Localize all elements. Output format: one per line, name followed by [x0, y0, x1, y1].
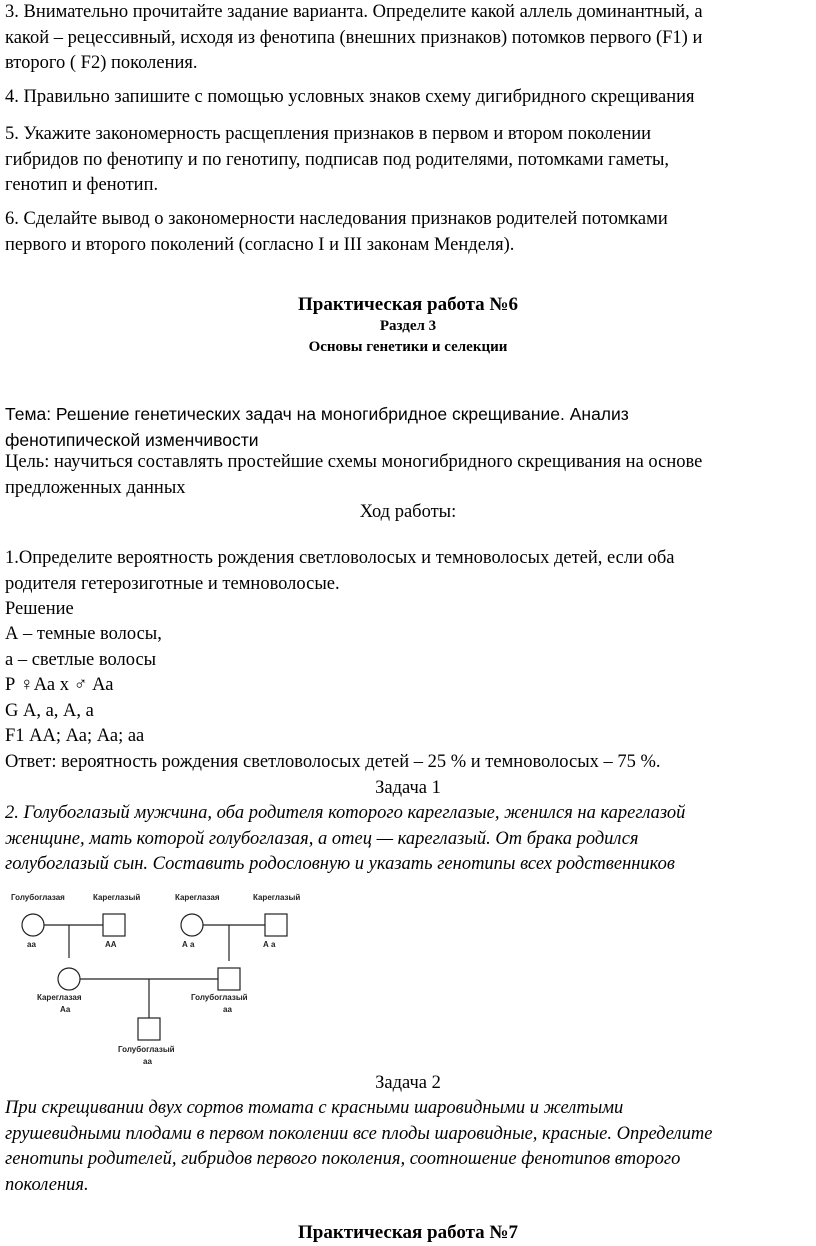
pedigree-diagram: [5, 885, 305, 1070]
problem-2-text: При скрещивании двух сортов томата с красными шаровидными и желтыми грушевидными плодами в первом поколении все плоды шаровидные, красные. Определите генотипы родителей, гибридов первого поколения, соотношение фенотипов второго поколения.: [5, 1098, 713, 1195]
grandfather-2-symbol: [265, 914, 287, 936]
answer: Ответ: вероятность рождения светловолосых детей – 25 % и темноволосых – 75 %.: [5, 752, 661, 772]
father-symbol: [218, 968, 240, 990]
goal: Цель: научиться составлять простейшие схемы моногибридного скрещивания на основе предложенных данных: [5, 452, 703, 498]
problem-1-text: 2. Голубоглазый мужчина, оба родителя которого кареглазые, женился на кареглазой женщине, мать которой голубоглазая, а отец — кареглазый. От брака родился голубоглазый сын. Составить родословную и указать генотипы всех родственников: [5, 803, 686, 874]
grandmother-2-genotype: А а: [182, 940, 195, 949]
grandmother-2-symbol: [181, 914, 203, 936]
solution-body: А – темные волосы, а – светлые волосы Р ♀Аа х ♂ Аа G А, а, А, а F1 АА; Аа; Аа; аа: [5, 624, 162, 746]
mother-label: Кареглазая: [37, 993, 82, 1002]
problem-1-heading: Задача 1: [375, 778, 441, 798]
instruction-item-3: 3. Внимательно прочитайте задание варианта. Определите какой аллель доминантный, а какой – рецессивный, исходя из фенотипа (внешних признаков) потомков первого (F1) и второго ( F2) поколения.: [5, 2, 703, 73]
work-progress-heading: Ход работы:: [359, 502, 457, 522]
grandmother-2-label: Кареглазая: [175, 893, 220, 902]
son-genotype: аа: [143, 1057, 152, 1066]
topic: Тема: Решение генетических задач на моногибридное скрещивание. Анализ фенотипической изменчивости: [5, 404, 629, 450]
grandmother-1-symbol: [22, 914, 44, 936]
section-number: Раздел 3: [379, 318, 437, 334]
mother-symbol: [58, 968, 80, 990]
son-label: Голубоглазый: [118, 1045, 175, 1054]
instruction-item-6: 6. Сделайте вывод о закономерности наследования признаков родителей потомками первого и второго поколений (согласно I и III законам Менделя).: [5, 209, 668, 255]
solution-label: Решение: [5, 599, 74, 619]
instruction-item-4: 4. Правильно запишите с помощью условных знаков схему дигибридного скрещивания: [5, 87, 695, 107]
grandfather-1-symbol: [103, 914, 125, 936]
section-title: Основы генетики и селекции: [308, 339, 508, 355]
grandfather-1-label: Кареглазый: [93, 893, 141, 902]
son-symbol: [138, 1018, 160, 1040]
grandmother-1-label: Голубоглазая: [11, 893, 65, 902]
instruction-item-5: 5. Укажите закономерность расщепления признаков в первом и втором поколении гибридов по фенотипу и по генотипу, подписав под родителями, потомками гаметы, генотип и фенотип.: [5, 124, 670, 195]
grandfather-2-genotype: А а: [263, 940, 276, 949]
father-label: Голубоглазый: [191, 993, 248, 1002]
grandfather-2-label: Кареглазый: [253, 893, 301, 902]
work-6-title: Практическая работа №6: [297, 294, 519, 315]
grandmother-1-genotype: аа: [27, 940, 36, 949]
work-7-title: Практическая работа №7: [297, 1222, 519, 1243]
father-genotype: аа: [223, 1005, 232, 1014]
grandfather-1-genotype: АА: [105, 940, 117, 949]
mother-genotype: Аа: [60, 1005, 71, 1014]
problem-2-heading: Задача 2: [375, 1073, 441, 1093]
task-1: 1.Определите вероятность рождения светловолосых и темноволосых детей, если оба родителя гетерозиготные и темноволосые.: [5, 548, 675, 594]
